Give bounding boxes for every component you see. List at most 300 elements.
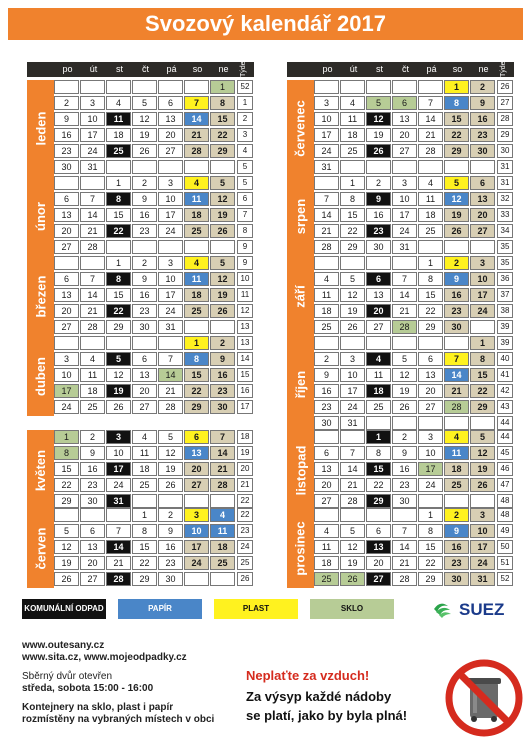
day-cell: 29 [106, 320, 131, 334]
warning-line2: se platí, jako by byla plná! [246, 708, 408, 723]
day-cell: 25 [444, 478, 469, 492]
day-cell: 7 [340, 446, 365, 460]
month-label: červen [27, 508, 54, 588]
day-cell: 23 [314, 400, 339, 414]
legend-item: PLAST [214, 599, 298, 619]
weekday-header [287, 57, 514, 77]
week-number: 46 [497, 462, 513, 476]
day-cell: 15 [54, 462, 79, 476]
day-cell: 1 [418, 256, 443, 270]
day-cell: 21 [392, 556, 417, 570]
month-label: únor [27, 176, 54, 256]
day-cell: 11 [340, 112, 365, 126]
day-cell [80, 336, 105, 350]
legend-item: KOMUNÁLNÍ ODPAD [22, 599, 106, 619]
day-cell: 4 [184, 176, 209, 190]
day-cell: 8 [418, 272, 443, 286]
weekday-label: so [452, 64, 463, 74]
day-cell [158, 160, 183, 174]
day-cell: 10 [418, 446, 443, 460]
day-cell [210, 160, 235, 174]
day-cell: 5 [54, 524, 79, 538]
day-cell: 28 [106, 572, 131, 586]
day-cell: 8 [366, 446, 391, 460]
day-cell: 25 [184, 224, 209, 238]
day-cell: 26 [132, 144, 157, 158]
day-cell [54, 508, 79, 522]
month-label: leden [27, 80, 54, 176]
day-cell: 7 [80, 272, 105, 286]
day-cell [392, 160, 417, 174]
day-cell [314, 508, 339, 522]
day-cell: 28 [80, 320, 105, 334]
day-cell: 24 [340, 400, 365, 414]
day-cell: 24 [392, 224, 417, 238]
day-cell [210, 494, 235, 508]
day-cell: 27 [80, 572, 105, 586]
day-cell: 2 [54, 96, 79, 110]
weekday-label: so [192, 64, 203, 74]
day-cell: 8 [184, 352, 209, 366]
day-cell: 20 [54, 304, 79, 318]
day-cell [314, 256, 339, 270]
day-cell: 11 [184, 192, 209, 206]
week-number: 47 [497, 478, 513, 492]
day-cell: 29 [366, 494, 391, 508]
legend-item: PAPÍR [118, 599, 202, 619]
day-cell: 18 [132, 462, 157, 476]
day-cell: 4 [314, 272, 339, 286]
link-outesany[interactable]: www.outesany.cz [22, 640, 105, 651]
day-cell: 26 [366, 144, 391, 158]
day-cell: 26 [444, 224, 469, 238]
week-number: 48 [497, 508, 513, 522]
day-cell [418, 416, 443, 430]
day-cell: 3 [80, 96, 105, 110]
day-cell [314, 336, 339, 350]
day-cell: 31 [470, 572, 495, 586]
day-cell: 16 [444, 288, 469, 302]
day-cell [80, 508, 105, 522]
day-cell [158, 336, 183, 350]
week-number: 17 [237, 400, 253, 414]
day-cell: 9 [132, 272, 157, 286]
day-cell: 2 [158, 508, 183, 522]
day-cell: 19 [366, 128, 391, 142]
day-cell: 31 [314, 160, 339, 174]
day-cell: 21 [314, 224, 339, 238]
day-cell: 25 [314, 320, 339, 334]
weekday-label: út [89, 64, 98, 74]
day-cell: 30 [392, 494, 417, 508]
day-cell [80, 176, 105, 190]
day-cell: 30 [314, 416, 339, 430]
day-cell: 18 [106, 128, 131, 142]
day-cell: 16 [444, 540, 469, 554]
day-cell: 25 [418, 224, 443, 238]
day-cell: 30 [210, 400, 235, 414]
day-cell: 28 [392, 572, 417, 586]
day-cell: 24 [158, 304, 183, 318]
day-cell: 16 [470, 112, 495, 126]
day-cell: 9 [132, 192, 157, 206]
day-cell: 25 [366, 400, 391, 414]
day-cell [54, 336, 79, 350]
day-cell: 26 [210, 304, 235, 318]
day-cell: 1 [418, 508, 443, 522]
weekday-label: ne [218, 64, 229, 74]
day-cell [132, 80, 157, 94]
day-cell: 12 [106, 368, 131, 382]
day-cell: 17 [418, 462, 443, 476]
day-cell: 13 [132, 368, 157, 382]
day-cell: 22 [210, 128, 235, 142]
day-cell: 15 [418, 288, 443, 302]
day-cell: 2 [314, 352, 339, 366]
day-cell [184, 320, 209, 334]
day-cell: 25 [106, 144, 131, 158]
day-cell [106, 508, 131, 522]
day-cell: 2 [132, 256, 157, 270]
day-cell: 7 [80, 192, 105, 206]
day-cell [340, 80, 365, 94]
week-number: 43 [497, 400, 513, 414]
week-number: 23 [237, 524, 253, 538]
day-cell: 6 [80, 524, 105, 538]
day-cell: 14 [80, 288, 105, 302]
day-cell: 9 [392, 446, 417, 460]
day-cell [132, 160, 157, 174]
day-cell [366, 160, 391, 174]
day-cell: 23 [210, 384, 235, 398]
week-number: 26 [497, 80, 513, 94]
day-cell: 29 [470, 400, 495, 414]
week-number: 14 [237, 352, 253, 366]
day-cell: 8 [210, 96, 235, 110]
day-cell: 29 [210, 144, 235, 158]
day-cell: 21 [80, 224, 105, 238]
day-cell: 20 [184, 462, 209, 476]
day-cell: 22 [184, 384, 209, 398]
day-cell: 14 [392, 540, 417, 554]
day-cell: 16 [392, 462, 417, 476]
day-cell: 24 [418, 478, 443, 492]
day-cell: 2 [132, 176, 157, 190]
week-number: 25 [237, 556, 253, 570]
day-cell: 7 [418, 96, 443, 110]
day-cell: 21 [158, 384, 183, 398]
day-cell: 27 [470, 224, 495, 238]
day-cell: 3 [106, 430, 131, 444]
day-cell [314, 80, 339, 94]
day-cell: 16 [54, 128, 79, 142]
day-cell [106, 160, 131, 174]
day-cell: 30 [366, 240, 391, 254]
day-cell: 9 [470, 96, 495, 110]
day-cell [158, 494, 183, 508]
day-cell: 5 [470, 430, 495, 444]
week-number: 48 [497, 494, 513, 508]
day-cell: 10 [158, 192, 183, 206]
day-cell [366, 416, 391, 430]
week-number: 44 [497, 430, 513, 444]
week-number: 44 [497, 416, 513, 430]
day-cell: 1 [184, 336, 209, 350]
week-number: 33 [497, 208, 513, 222]
day-cell: 1 [132, 508, 157, 522]
day-cell: 19 [106, 384, 131, 398]
day-cell [418, 494, 443, 508]
day-cell: 8 [106, 272, 131, 286]
day-cell: 28 [392, 320, 417, 334]
day-cell: 5 [158, 430, 183, 444]
day-cell: 24 [470, 304, 495, 318]
day-cell: 22 [132, 556, 157, 570]
warning-line1: Za výsyp každé nádoby [246, 689, 392, 704]
day-cell: 9 [444, 524, 469, 538]
day-cell [418, 240, 443, 254]
day-cell: 11 [314, 288, 339, 302]
day-cell: 13 [314, 462, 339, 476]
week-number: 52 [237, 80, 253, 94]
day-cell [392, 508, 417, 522]
day-cell: 9 [314, 368, 339, 382]
day-cell: 8 [54, 446, 79, 460]
week-number: 49 [497, 524, 513, 538]
day-cell: 17 [314, 128, 339, 142]
day-cell: 27 [132, 400, 157, 414]
day-cell: 1 [444, 80, 469, 94]
day-cell: 3 [470, 256, 495, 270]
day-cell: 24 [470, 556, 495, 570]
week-number: 32 [497, 192, 513, 206]
week-number: 8 [237, 224, 253, 238]
week-number: 41 [497, 368, 513, 382]
day-cell: 2 [366, 176, 391, 190]
day-cell: 6 [158, 96, 183, 110]
day-cell: 1 [210, 80, 235, 94]
day-cell: 14 [210, 446, 235, 460]
day-cell: 4 [132, 430, 157, 444]
day-cell: 25 [314, 572, 339, 586]
day-cell: 4 [444, 430, 469, 444]
suez-logo [430, 597, 524, 621]
weekday-label: po [62, 64, 73, 74]
day-cell: 9 [210, 352, 235, 366]
week-number: 22 [237, 494, 253, 508]
day-cell: 1 [106, 256, 131, 270]
day-cell: 22 [54, 478, 79, 492]
day-cell: 20 [418, 384, 443, 398]
day-cell: 15 [340, 208, 365, 222]
day-cell: 3 [314, 96, 339, 110]
day-cell: 5 [392, 352, 417, 366]
weekday-label: pá [166, 64, 177, 74]
day-cell: 22 [340, 224, 365, 238]
day-cell: 4 [366, 352, 391, 366]
day-cell [80, 80, 105, 94]
day-cell [470, 494, 495, 508]
day-cell: 31 [340, 416, 365, 430]
day-cell: 12 [444, 192, 469, 206]
day-cell: 16 [158, 540, 183, 554]
day-cell: 14 [158, 368, 183, 382]
day-cell: 15 [132, 540, 157, 554]
week-number: 2 [237, 112, 253, 126]
day-cell: 9 [80, 446, 105, 460]
day-cell [314, 430, 339, 444]
day-cell: 20 [54, 224, 79, 238]
day-cell: 11 [314, 540, 339, 554]
day-cell: 18 [340, 128, 365, 142]
day-cell: 14 [418, 112, 443, 126]
week-number: 42 [497, 384, 513, 398]
day-cell: 12 [366, 112, 391, 126]
day-cell: 3 [470, 508, 495, 522]
day-cell: 1 [106, 176, 131, 190]
day-cell [366, 508, 391, 522]
day-cell: 5 [340, 272, 365, 286]
day-cell: 22 [106, 304, 131, 318]
week-number: 5 [237, 160, 253, 174]
day-cell: 7 [444, 352, 469, 366]
day-cell: 8 [444, 96, 469, 110]
month-label: prosinec [287, 508, 314, 588]
day-cell: 12 [470, 446, 495, 460]
day-cell: 30 [80, 494, 105, 508]
day-cell: 21 [184, 128, 209, 142]
day-cell: 29 [132, 572, 157, 586]
day-cell: 13 [80, 540, 105, 554]
day-cell: 6 [418, 352, 443, 366]
month-label: březen [27, 256, 54, 336]
day-cell: 19 [340, 556, 365, 570]
month-label: duben [27, 336, 54, 416]
day-cell: 23 [444, 304, 469, 318]
day-cell [418, 80, 443, 94]
day-cell: 12 [340, 540, 365, 554]
day-cell: 26 [158, 478, 183, 492]
day-cell: 31 [158, 320, 183, 334]
day-cell: 26 [106, 400, 131, 414]
day-cell: 29 [54, 494, 79, 508]
day-cell: 26 [54, 572, 79, 586]
day-cell: 23 [132, 304, 157, 318]
week-number: 24 [237, 540, 253, 554]
day-cell: 20 [392, 128, 417, 142]
day-cell: 14 [184, 112, 209, 126]
day-cell: 18 [314, 556, 339, 570]
day-cell: 8 [470, 352, 495, 366]
day-cell: 26 [340, 320, 365, 334]
day-cell: 5 [366, 96, 391, 110]
no-air-bin-icon [444, 658, 524, 738]
week-number: 1 [237, 96, 253, 110]
day-cell: 20 [80, 556, 105, 570]
day-cell: 16 [80, 462, 105, 476]
day-cell: 22 [418, 304, 443, 318]
links-sita[interactable]: www.sita.cz, www.mojeodpadky.cz [22, 652, 187, 663]
page-title: Svozový kalendář 2017 [8, 8, 523, 40]
day-cell: 19 [54, 556, 79, 570]
weekday-label: ne [478, 64, 489, 74]
week-number: 36 [497, 272, 513, 286]
day-cell [444, 416, 469, 430]
day-cell: 18 [80, 384, 105, 398]
day-cell: 19 [392, 384, 417, 398]
day-cell [392, 336, 417, 350]
day-cell: 8 [132, 524, 157, 538]
day-cell: 2 [444, 508, 469, 522]
day-cell: 27 [418, 400, 443, 414]
day-cell [158, 240, 183, 254]
day-cell: 27 [158, 144, 183, 158]
day-cell: 9 [54, 112, 79, 126]
day-cell: 5 [444, 176, 469, 190]
day-cell: 23 [132, 224, 157, 238]
day-cell: 7 [314, 192, 339, 206]
day-cell: 5 [340, 524, 365, 538]
day-cell: 1 [54, 430, 79, 444]
week-number: 11 [237, 288, 253, 302]
day-cell: 7 [158, 352, 183, 366]
week-number: 35 [497, 240, 513, 254]
day-cell: 19 [340, 304, 365, 318]
day-cell: 30 [54, 160, 79, 174]
day-cell: 14 [80, 208, 105, 222]
day-cell: 13 [366, 540, 391, 554]
day-cell: 7 [184, 96, 209, 110]
day-cell: 23 [80, 478, 105, 492]
day-cell: 6 [392, 96, 417, 110]
day-cell: 4 [418, 176, 443, 190]
day-cell: 25 [132, 478, 157, 492]
day-cell: 5 [210, 256, 235, 270]
weekday-header [27, 57, 254, 77]
day-cell: 16 [210, 368, 235, 382]
week-number: 3 [237, 128, 253, 142]
day-cell: 17 [54, 384, 79, 398]
week-label: Týden [500, 57, 507, 77]
day-cell: 31 [392, 240, 417, 254]
week-number: 22 [237, 508, 253, 522]
day-cell: 17 [106, 462, 131, 476]
day-cell: 21 [340, 478, 365, 492]
day-cell: 7 [106, 524, 131, 538]
day-cell: 10 [54, 368, 79, 382]
day-cell: 11 [132, 446, 157, 460]
day-cell: 14 [444, 368, 469, 382]
legend-item: SKLO [310, 599, 394, 619]
weekday-label: st [115, 64, 123, 74]
day-cell: 21 [392, 304, 417, 318]
day-cell: 17 [184, 540, 209, 554]
day-cell: 29 [340, 240, 365, 254]
day-cell [132, 240, 157, 254]
day-cell: 2 [210, 336, 235, 350]
day-cell: 19 [444, 208, 469, 222]
day-cell: 10 [184, 524, 209, 538]
day-cell: 28 [158, 400, 183, 414]
day-cell [184, 572, 209, 586]
day-cell: 9 [158, 524, 183, 538]
day-cell [132, 494, 157, 508]
day-cell: 19 [210, 288, 235, 302]
day-cell: 13 [54, 208, 79, 222]
week-number: 37 [497, 288, 513, 302]
day-cell: 6 [184, 430, 209, 444]
day-cell: 28 [210, 478, 235, 492]
